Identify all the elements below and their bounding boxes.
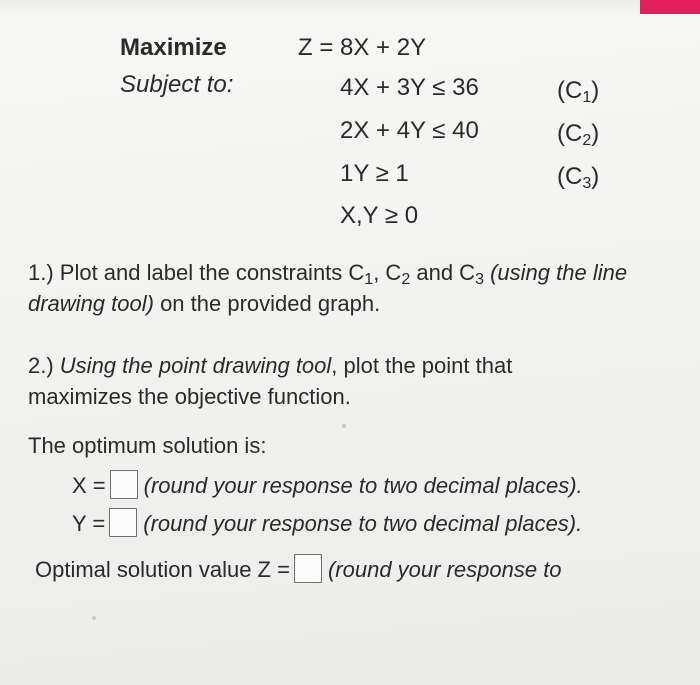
solution-z-row <box>35 554 562 583</box>
objective-function: Z = 8X + 2Y <box>298 34 427 61</box>
top-strip-red-corner <box>640 0 700 14</box>
page-speck <box>342 424 346 428</box>
y-answer-input[interactable] <box>109 508 137 537</box>
top-strip <box>0 0 700 16</box>
maximize-label: Maximize <box>120 34 227 61</box>
y-label: Y = <box>72 511 106 536</box>
z-label: Optimal solution value Z = <box>35 557 290 582</box>
question-1-text: 1.) Plot and label the constraints $C_1$, $C_2$ and $C_3$ (using the line drawing tool) on the provided graph. <box>28 260 628 316</box>
constraint-c1-expression: 4X + 3Y ≤ 36 <box>340 74 479 101</box>
top-strip-gray <box>0 0 640 16</box>
solution-x-row <box>72 470 583 499</box>
constraint-c3-expression: 1Y ≥ 1 <box>340 160 409 187</box>
question-2-text: 2.) Using the point drawing tool, plot the point that maximizes the objective function. <box>28 353 513 409</box>
y-round-hint: (round your response to two decimal places). <box>143 511 583 536</box>
constraint-c2-expression: 2X + 4Y ≤ 40 <box>340 117 479 144</box>
z-answer-input[interactable] <box>294 554 322 583</box>
constraint-c1-label: $(C_1)$ <box>557 77 600 106</box>
subject-to-label: Subject to: <box>120 71 234 98</box>
constraint-c2-label: $(C_2)$ <box>557 120 600 149</box>
solution-heading: The optimum solution is: <box>28 433 267 458</box>
nonnegativity-constraint: X,Y ≥ 0 <box>340 202 419 229</box>
x-round-hint: (round your response to two decimal places). <box>143 473 583 498</box>
x-label: X = <box>72 473 106 498</box>
page-speck <box>92 616 96 620</box>
solution-y-row <box>72 508 582 537</box>
constraint-c3-label: $(C_3)$ <box>557 163 600 192</box>
z-round-hint: (round your response to <box>327 557 562 582</box>
x-answer-input[interactable] <box>110 470 138 499</box>
